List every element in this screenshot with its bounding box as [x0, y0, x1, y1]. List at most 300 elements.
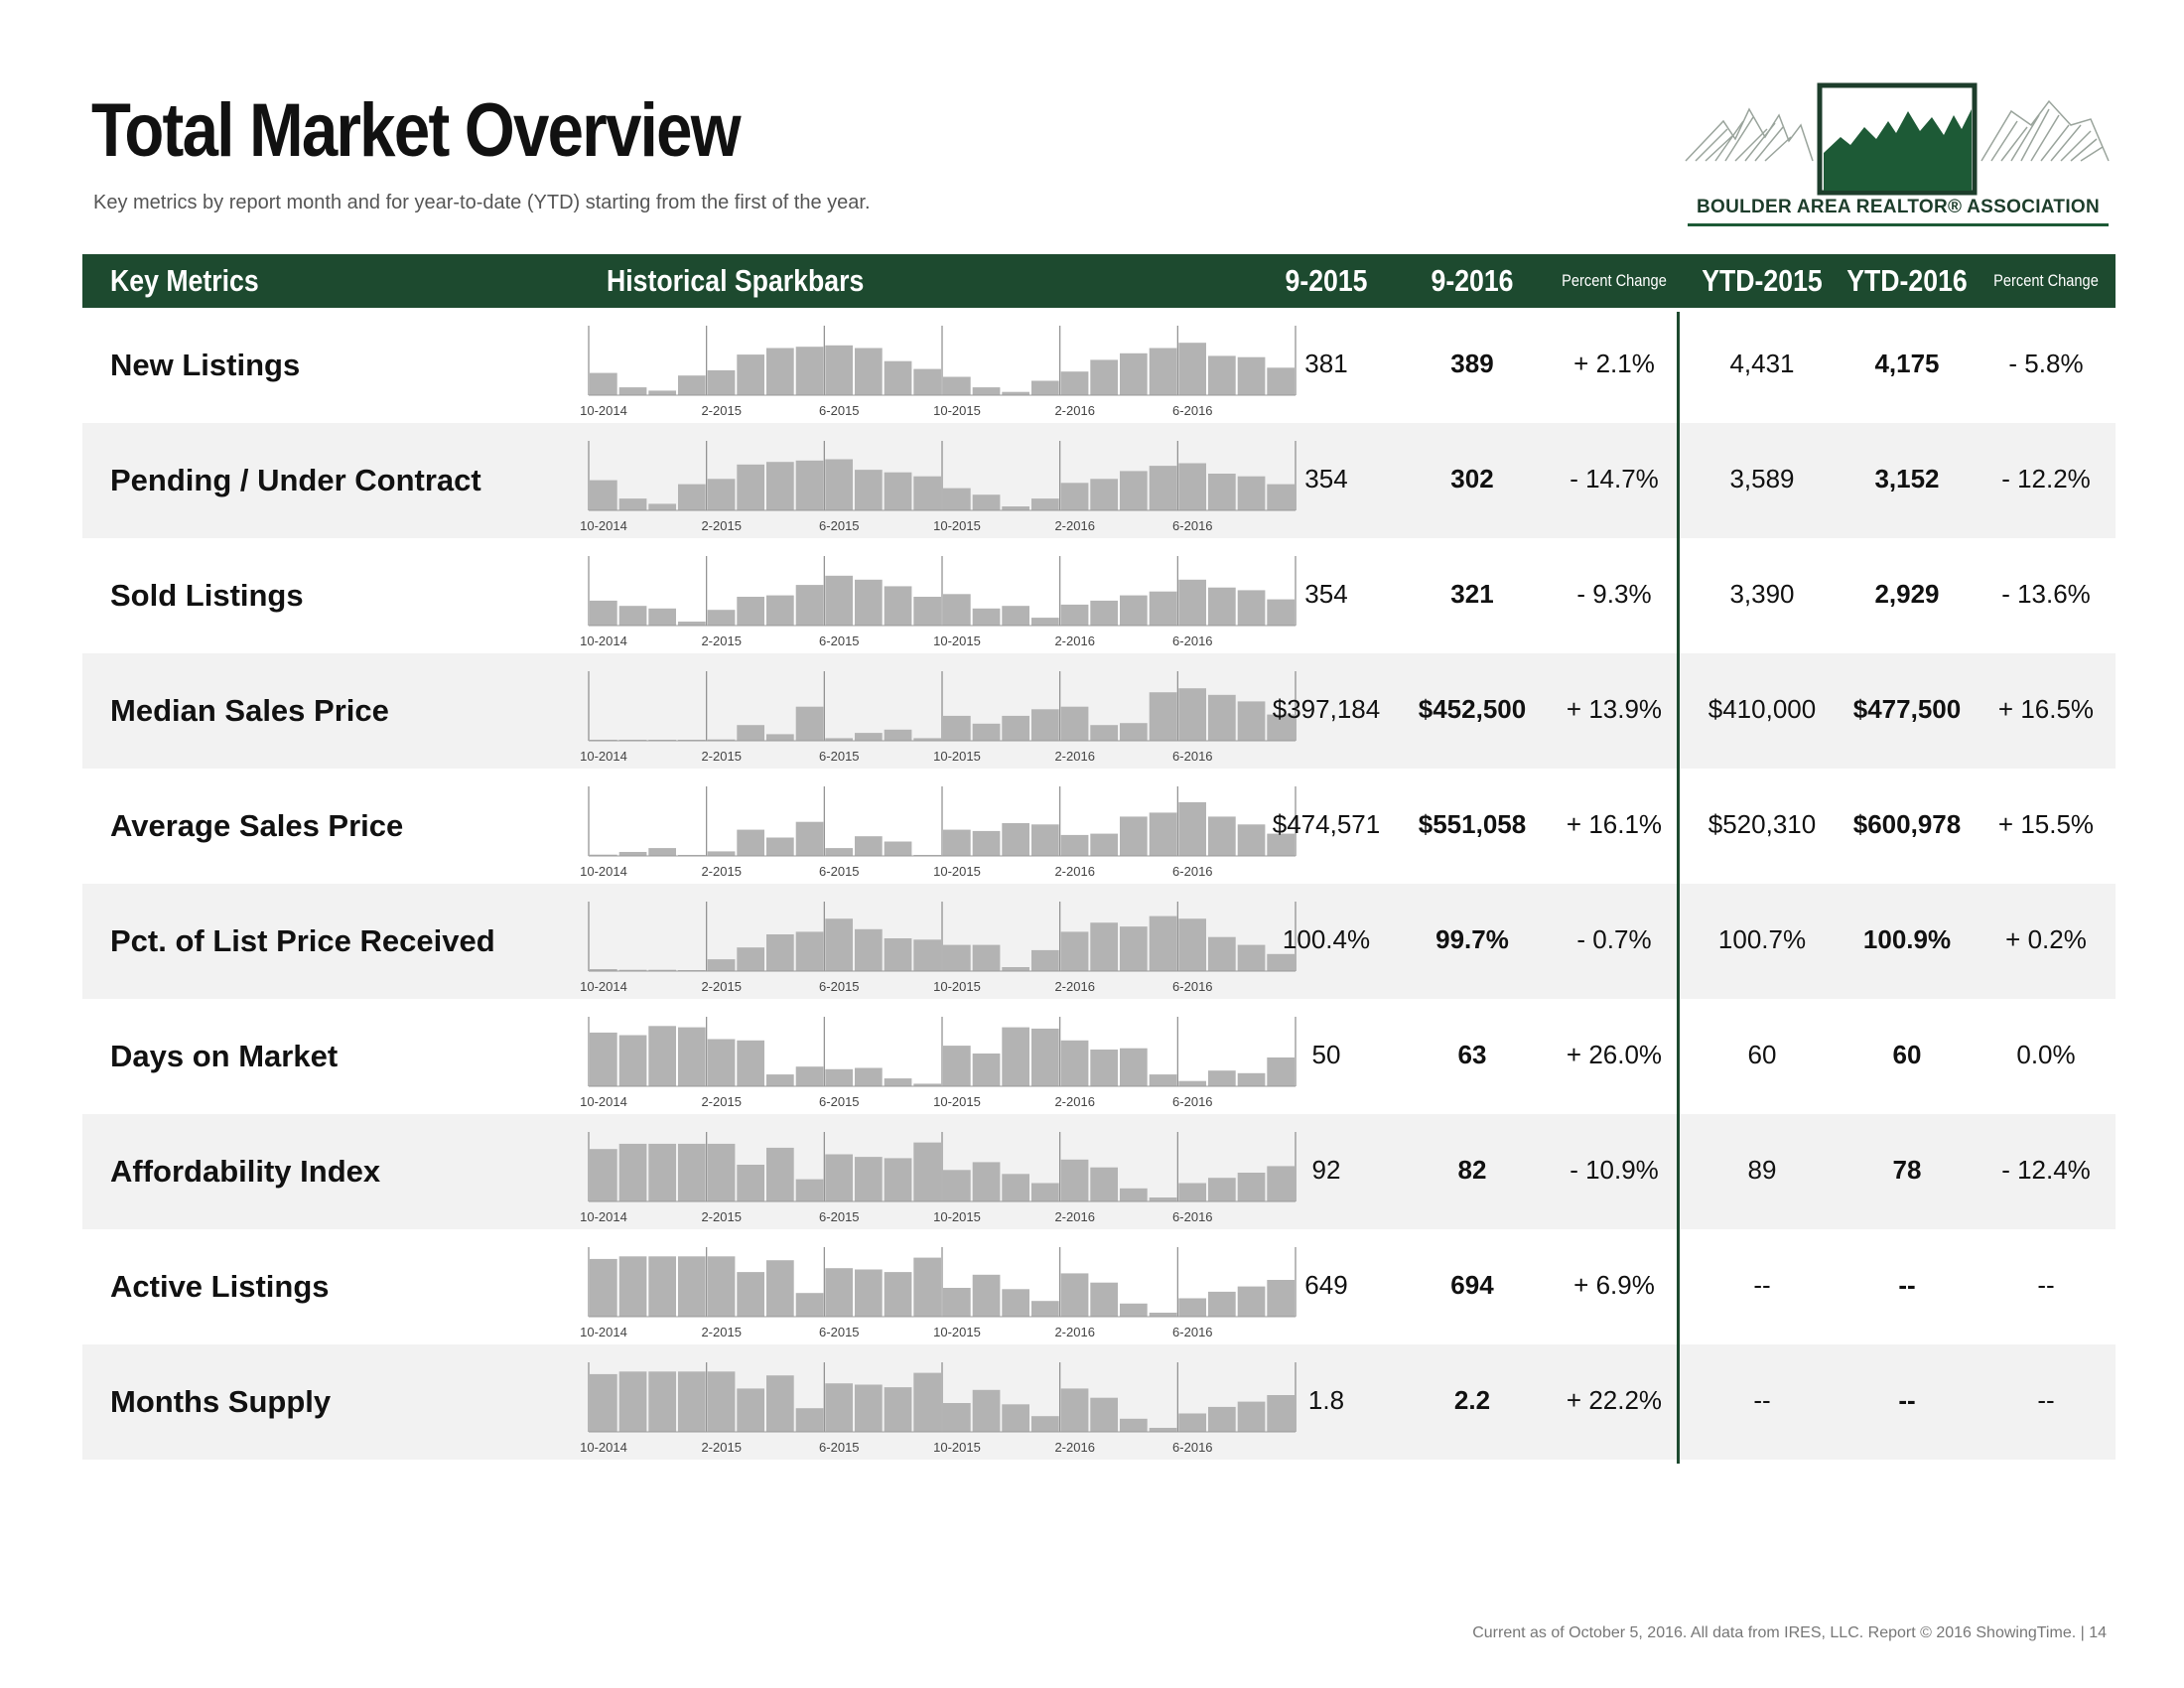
- sparkbar: [678, 1028, 706, 1086]
- sparkbar: [855, 1385, 883, 1433]
- sparkbar-chart: [579, 1011, 1313, 1114]
- sparkbar-chart: [579, 320, 1313, 423]
- sparkbar: [648, 503, 676, 510]
- sparkbar: [1208, 937, 1236, 971]
- sparkbar: [766, 838, 794, 857]
- sparkbar: [708, 610, 736, 626]
- value-ytd-percent-change: --: [2037, 1270, 2055, 1300]
- value-ytd-2016: 2,929: [1874, 579, 1940, 609]
- sparkbar: [708, 1256, 736, 1317]
- sparkbar: [796, 1408, 824, 1432]
- sparkbar: [885, 1272, 912, 1317]
- sparkbar: [1178, 802, 1206, 856]
- sparkbar-axis-label: 6-2016: [1172, 1094, 1213, 1109]
- sparkbar: [943, 1403, 971, 1432]
- sparkbar: [737, 354, 764, 395]
- value-ytd-percent-change: - 13.6%: [2001, 579, 2091, 609]
- sparkbar: [1061, 931, 1089, 971]
- sparkbar: [825, 1268, 853, 1317]
- sparkbar-axis-label: 2-2015: [701, 633, 742, 648]
- sparkbar: [708, 370, 736, 395]
- sparkbar: [1150, 812, 1177, 856]
- sparkbar-axis-label: 6-2015: [819, 749, 860, 764]
- sparkbar-axis-label: 10-2014: [580, 518, 627, 533]
- sparkbar: [708, 1040, 736, 1087]
- sparkbar: [943, 945, 971, 971]
- sparkbar: [678, 485, 706, 510]
- sparkbar-axis-label: 2-2015: [701, 1325, 742, 1339]
- sparkbar: [678, 622, 706, 626]
- sparkbar-axis-label: 2-2016: [1054, 403, 1095, 418]
- sparkbar: [1150, 916, 1177, 971]
- table-body: [82, 308, 2116, 1460]
- value-9-2016: 99.7%: [1435, 924, 1509, 954]
- sparkbar: [1150, 592, 1177, 626]
- table-row: [82, 1229, 2116, 1344]
- sparkbar: [619, 387, 647, 395]
- sparkbar: [1178, 580, 1206, 626]
- value-ytd-2016: $600,978: [1852, 809, 1962, 839]
- header-9-2016: 9-2016: [1431, 263, 1514, 298]
- sparkbar-axis-label: 2-2015: [701, 864, 742, 879]
- value-ytd-2015: $520,310: [1707, 809, 1817, 839]
- sparkbar: [1150, 692, 1177, 741]
- sparkbar-axis-label: 6-2016: [1172, 518, 1213, 533]
- value-9-2016: 302: [1450, 464, 1494, 493]
- value-9-2015: 50: [1311, 1040, 1341, 1069]
- value-9-2016: $452,500: [1418, 694, 1527, 724]
- sparkbar: [1178, 1081, 1206, 1086]
- sparkbar: [1090, 601, 1118, 626]
- sparkbar: [708, 959, 736, 971]
- sparkbar: [1178, 343, 1206, 395]
- sparkbar: [973, 1054, 1001, 1086]
- value-9-2015: $474,571: [1272, 809, 1381, 839]
- sparkbar: [1120, 353, 1148, 395]
- value-ytd-2016: 4,175: [1874, 349, 1940, 378]
- value-ytd-percent-change: 0.0%: [2016, 1040, 2076, 1069]
- value-9-2015: $397,184: [1272, 694, 1381, 724]
- sparkbar-axis-label: 6-2016: [1172, 1209, 1213, 1224]
- sparkbar: [619, 606, 647, 626]
- logo-wordmark: BOULDER AREA REALTOR® ASSOCIATION: [1696, 197, 2100, 217]
- sparkbar: [1208, 355, 1236, 395]
- sparkbar: [1061, 605, 1089, 626]
- value-9-2016: $551,058: [1418, 809, 1527, 839]
- sparkbar-axis-label: 2-2016: [1054, 518, 1095, 533]
- sparkbar: [737, 830, 764, 856]
- sparkbar: [825, 918, 853, 971]
- sparkbar: [708, 851, 736, 856]
- sparkbar: [648, 1256, 676, 1317]
- sparkbar-axis-label: 6-2016: [1172, 864, 1213, 879]
- sparkbar-axis-label: 10-2015: [933, 1094, 981, 1109]
- sparkbar: [1120, 1049, 1148, 1086]
- sparkbar: [1150, 349, 1177, 396]
- sparkbar: [1120, 596, 1148, 626]
- header-9-2015: 9-2015: [1285, 263, 1368, 298]
- sparkbar: [1150, 466, 1177, 510]
- sparkbar-axis-label: 6-2015: [819, 518, 860, 533]
- value-percent-change: - 9.3%: [1576, 579, 1652, 609]
- sparkbar: [1120, 1304, 1148, 1317]
- sparkbar: [590, 1259, 617, 1317]
- sparkbar: [943, 489, 971, 510]
- sparkbar: [796, 822, 824, 856]
- sparkbar: [855, 580, 883, 626]
- sparkbar: [708, 1371, 736, 1432]
- sparkbar: [737, 465, 764, 510]
- sparkbar: [766, 1260, 794, 1317]
- sparkbar-axis-label: 10-2015: [933, 979, 981, 994]
- header-percent-change: Percent Change: [1562, 271, 1667, 290]
- metric-label: Sold Listings: [110, 578, 304, 613]
- table-header: [82, 254, 2116, 308]
- sparkbar-chart: [579, 435, 1313, 538]
- sparkbar: [708, 479, 736, 510]
- sparkbar-axis-label: 6-2016: [1172, 749, 1213, 764]
- sparkbar: [1120, 1189, 1148, 1201]
- value-ytd-2015: 4,431: [1729, 349, 1795, 378]
- value-ytd-2016: 3,152: [1874, 464, 1940, 493]
- sparkbar-chart: [579, 1241, 1313, 1344]
- sparkbar: [943, 1288, 971, 1317]
- value-ytd-percent-change: + 16.5%: [1997, 694, 2095, 724]
- sparkbar: [913, 1258, 941, 1317]
- sparkbar-axis-label: 2-2015: [701, 1209, 742, 1224]
- header-key-metrics: Key Metrics: [110, 263, 259, 298]
- sparkbar-axis-label: 2-2016: [1054, 1440, 1095, 1455]
- sparkbar: [590, 1374, 617, 1432]
- sparkbar: [619, 852, 647, 856]
- sparkbar-axis-label: 2-2016: [1054, 1209, 1095, 1224]
- page-subtitle: Key metrics by report month and for year-to-date (YTD) starting from the first of the year.: [93, 192, 871, 213]
- sparkbar-axis-label: 6-2015: [819, 1325, 860, 1339]
- sparkbar: [766, 349, 794, 396]
- sparkbar: [943, 830, 971, 856]
- sparkbar-axis-label: 2-2015: [701, 979, 742, 994]
- sparkbar: [943, 594, 971, 626]
- sparkbar: [1002, 1289, 1029, 1317]
- sparkbar: [766, 1074, 794, 1086]
- value-ytd-2015: --: [1753, 1270, 1771, 1300]
- sparkbar: [1090, 1168, 1118, 1201]
- sparkbar-axis-label: 2-2015: [701, 749, 742, 764]
- value-ytd-percent-change: --: [2037, 1385, 2055, 1415]
- sparkbar-axis-label: 10-2014: [580, 1440, 627, 1455]
- sparkbar-chart: [579, 1126, 1313, 1229]
- sparkbar-axis-label: 10-2014: [580, 403, 627, 418]
- value-9-2016: 389: [1450, 349, 1494, 378]
- sparkbar: [825, 1069, 853, 1086]
- sparkbar-axis-label: 10-2015: [933, 1209, 981, 1224]
- sparkbar-chart: [579, 780, 1313, 884]
- sparkbar: [855, 1068, 883, 1087]
- sparkbar: [796, 461, 824, 510]
- sparkbar: [825, 460, 853, 511]
- sparkbar: [825, 848, 853, 856]
- sparkbar: [619, 1144, 647, 1201]
- sparkbar: [1208, 1070, 1236, 1086]
- value-ytd-2015: 3,589: [1729, 464, 1795, 493]
- sparkbar: [1031, 1416, 1059, 1432]
- metrics-table: [82, 254, 2116, 1460]
- sparkbar: [766, 1148, 794, 1201]
- sparkbar-axis-label: 2-2015: [701, 403, 742, 418]
- sparkbar: [973, 1275, 1001, 1317]
- sparkbar: [1150, 1313, 1177, 1317]
- value-9-2016: 694: [1450, 1270, 1494, 1300]
- sparkbar: [796, 931, 824, 971]
- sparkbar: [913, 477, 941, 510]
- sparkbar: [1150, 1428, 1177, 1432]
- sparkbar: [1002, 1174, 1029, 1201]
- value-ytd-2016: 100.9%: [1862, 924, 1952, 954]
- value-9-2015: 354: [1304, 464, 1348, 493]
- sparkbar: [796, 1180, 824, 1201]
- table-row: [82, 999, 2116, 1114]
- sparkbar: [973, 724, 1001, 741]
- sparkbar: [590, 1149, 617, 1201]
- sparkbar: [648, 1026, 676, 1086]
- sparkbar-axis-label: 2-2016: [1054, 1094, 1095, 1109]
- sparkbar: [766, 1375, 794, 1432]
- sparkbar: [885, 586, 912, 626]
- value-9-2016: 82: [1457, 1155, 1487, 1185]
- sparkbar: [796, 707, 824, 741]
- sparkbar: [855, 1157, 883, 1201]
- table-row: [82, 308, 2116, 423]
- value-percent-change: + 2.1%: [1573, 349, 1655, 378]
- sparkbar: [1208, 1407, 1236, 1432]
- sparkbar-axis-label: 2-2015: [701, 518, 742, 533]
- sparkbar: [737, 725, 764, 741]
- sparkbar: [737, 1041, 764, 1086]
- sparkbar-axis-label: 6-2016: [1172, 979, 1213, 994]
- sparkbar-axis-label: 10-2015: [933, 1325, 981, 1339]
- sparkbar: [855, 349, 883, 396]
- sparkbar: [973, 494, 1001, 510]
- value-ytd-2015: --: [1753, 1385, 1771, 1415]
- sparkbar: [943, 377, 971, 396]
- table-row: [82, 1344, 2116, 1460]
- sparkbar: [648, 609, 676, 626]
- sparkbar: [708, 1144, 736, 1201]
- sparkbar: [1061, 1388, 1089, 1432]
- sparkbar: [1178, 1299, 1206, 1318]
- sparkbar: [1208, 1292, 1236, 1317]
- sparkbar: [855, 836, 883, 856]
- sparkbar: [766, 596, 794, 626]
- sparkbar: [1031, 1184, 1059, 1202]
- sparkbar: [913, 1373, 941, 1432]
- metric-label: New Listings: [110, 348, 301, 382]
- sparkbar: [885, 1078, 912, 1086]
- sparkbar-axis-label: 6-2015: [819, 1440, 860, 1455]
- sparkbar-axis-label: 2-2016: [1054, 864, 1095, 879]
- sparkbar-axis-label: 10-2015: [933, 403, 981, 418]
- sparkbar: [1178, 918, 1206, 971]
- sparkbar: [973, 1162, 1001, 1201]
- sparkbar: [973, 831, 1001, 856]
- sparkbar: [1002, 1028, 1029, 1086]
- sparkbar: [943, 1046, 971, 1086]
- sparkbar-axis-label: 6-2015: [819, 633, 860, 648]
- sparkbar-axis-label: 2-2016: [1054, 633, 1095, 648]
- sparkbar: [1120, 723, 1148, 741]
- sparkbar: [973, 609, 1001, 626]
- sparkbar: [943, 1170, 971, 1201]
- sparkbar: [855, 470, 883, 510]
- sparkbar: [913, 597, 941, 626]
- sparkbar: [1031, 709, 1059, 741]
- sparkbar: [973, 1390, 1001, 1432]
- sparkbar: [973, 945, 1001, 971]
- sparkbar-axis-label: 10-2014: [580, 1325, 627, 1339]
- value-9-2015: 354: [1304, 579, 1348, 609]
- sparkbar: [1061, 1041, 1089, 1086]
- value-ytd-2015: 89: [1747, 1155, 1777, 1185]
- sparkbar: [1090, 479, 1118, 510]
- sparkbar: [855, 929, 883, 971]
- value-percent-change: + 26.0%: [1566, 1040, 1663, 1069]
- sparkbar: [1031, 618, 1059, 626]
- sparkbar: [737, 1272, 764, 1317]
- sparkbar: [678, 1371, 706, 1432]
- metric-label: Average Sales Price: [110, 808, 404, 843]
- value-ytd-2015: $410,000: [1707, 694, 1817, 724]
- sparkbar: [973, 387, 1001, 395]
- header-sparkbars: Historical Sparkbars: [607, 263, 865, 298]
- sparkbar: [885, 473, 912, 510]
- sparkbar: [913, 939, 941, 971]
- sparkbar-axis-label: 2-2015: [701, 1094, 742, 1109]
- sparkbar: [825, 1383, 853, 1432]
- sparkbar: [1090, 1283, 1118, 1317]
- sparkbar: [885, 730, 912, 741]
- value-ytd-2016: 78: [1892, 1155, 1922, 1185]
- sparkbar-axis-label: 10-2015: [933, 633, 981, 648]
- sparkbar: [648, 1144, 676, 1201]
- value-9-2015: 381: [1304, 349, 1348, 378]
- sparkbar: [1178, 1414, 1206, 1433]
- header-ytd-percent-change: Percent Change: [1993, 271, 2099, 290]
- header-ytd-2015: YTD-2015: [1702, 263, 1823, 298]
- sparkbar: [885, 1158, 912, 1201]
- value-percent-change: + 22.2%: [1566, 1385, 1663, 1415]
- value-percent-change: - 0.7%: [1576, 924, 1652, 954]
- sparkbar: [619, 1256, 647, 1317]
- metric-label: Median Sales Price: [110, 693, 389, 728]
- table-row: [82, 1114, 2116, 1229]
- sparkbar: [1208, 474, 1236, 510]
- table-row: [82, 769, 2116, 884]
- sparkbar-axis-label: 6-2015: [819, 1209, 860, 1224]
- sparkbar: [678, 375, 706, 395]
- sparkbar: [1208, 816, 1236, 856]
- sparkbar: [825, 576, 853, 626]
- sparkbar: [1208, 695, 1236, 741]
- sparkbar: [1031, 824, 1059, 856]
- sparkbar: [855, 1270, 883, 1318]
- sparkbar-chart: [579, 665, 1313, 769]
- sparkbar-axis-label: 10-2014: [580, 633, 627, 648]
- sparkbar-chart: [579, 1356, 1313, 1460]
- sparkbar: [1061, 483, 1089, 510]
- sparkbar: [796, 585, 824, 626]
- sparkbar: [943, 716, 971, 741]
- sparkbar: [885, 361, 912, 395]
- value-9-2016: 63: [1457, 1040, 1487, 1069]
- metric-label: Active Listings: [110, 1269, 330, 1304]
- sparkbar: [885, 938, 912, 971]
- sparkbar: [1090, 359, 1118, 395]
- header-ytd-2016: YTD-2016: [1846, 263, 1968, 298]
- sparkbar: [619, 498, 647, 510]
- sparkbar: [737, 597, 764, 626]
- metric-label: Days on Market: [110, 1039, 339, 1073]
- sparkbar: [766, 462, 794, 510]
- sparkbar: [913, 1143, 941, 1201]
- sparkbar: [1178, 464, 1206, 511]
- sparkbar-axis-label: 10-2014: [580, 749, 627, 764]
- sparkbar-axis-label: 6-2016: [1172, 403, 1213, 418]
- value-percent-change: - 10.9%: [1570, 1155, 1659, 1185]
- metric-label: Pending / Under Contract: [110, 463, 481, 497]
- sparkbar-chart: [579, 550, 1313, 653]
- value-ytd-percent-change: - 12.2%: [2001, 464, 2091, 493]
- sparkbar: [648, 1371, 676, 1432]
- sparkbar: [1061, 371, 1089, 395]
- sparkbar: [1002, 1404, 1029, 1432]
- logo-underline: [1688, 223, 2109, 226]
- sparkbar-axis-label: 10-2015: [933, 749, 981, 764]
- sparkbar: [796, 1066, 824, 1086]
- sparkbar: [619, 1036, 647, 1087]
- sparkbar-axis-label: 10-2014: [580, 1209, 627, 1224]
- sparkbar-axis-label: 10-2015: [933, 1440, 981, 1455]
- value-percent-change: - 14.7%: [1570, 464, 1659, 493]
- sparkbar: [913, 369, 941, 395]
- sparkbar-axis-label: 2-2015: [701, 1440, 742, 1455]
- value-ytd-2016: $477,500: [1852, 694, 1962, 724]
- sparkbar: [1150, 1074, 1177, 1086]
- sparkbar: [1090, 834, 1118, 856]
- sparkbar-axis-label: 10-2015: [933, 864, 981, 879]
- value-9-2015: 92: [1311, 1155, 1341, 1185]
- value-ytd-2016: --: [1898, 1270, 1916, 1300]
- sparkbar: [1090, 1398, 1118, 1432]
- sparkbar: [1031, 1301, 1059, 1317]
- sparkbar: [678, 1256, 706, 1317]
- sparkbar-axis-label: 2-2016: [1054, 1325, 1095, 1339]
- value-ytd-percent-change: + 15.5%: [1997, 809, 2095, 839]
- value-9-2015: 1.8: [1307, 1385, 1345, 1415]
- sparkbar: [885, 842, 912, 857]
- value-ytd-2016: --: [1898, 1385, 1916, 1415]
- value-percent-change: + 6.9%: [1573, 1270, 1655, 1300]
- value-9-2016: 321: [1450, 579, 1494, 609]
- sparkbar-chart: [579, 896, 1313, 999]
- sparkbar: [1061, 1273, 1089, 1317]
- sparkbar: [1120, 816, 1148, 856]
- page-title: Total Market Overview: [91, 88, 740, 173]
- sparkbar: [1031, 498, 1059, 510]
- sparkbar: [1178, 688, 1206, 741]
- sparkbar-axis-label: 2-2016: [1054, 749, 1095, 764]
- table-row: [82, 653, 2116, 769]
- sparkbar: [1061, 1160, 1089, 1201]
